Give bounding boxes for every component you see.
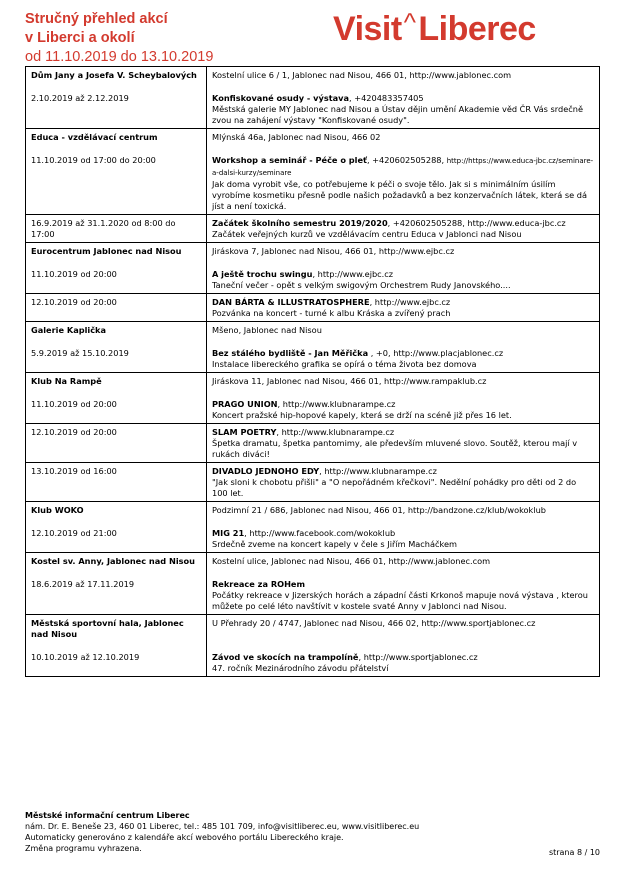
event-contact: , http://www.facebook.com/wokoklub — [244, 528, 396, 538]
event-title: A ještě trochu swingu — [212, 269, 313, 279]
event-contact: , http://www.sportjablonec.cz — [358, 652, 478, 662]
event-row — [26, 215, 600, 243]
event-description: Srdečně zveme na koncert kapely v čele s Jiřím Macháčkem — [212, 539, 457, 549]
event-heading — [212, 579, 594, 590]
event-date: 11.10.2019 od 20:00 — [26, 259, 207, 294]
event-details — [207, 83, 600, 129]
event-heading — [212, 93, 594, 104]
event-contact: , http://www.klubnarampe.cz — [276, 427, 395, 437]
event-description: Počátky rekreace v Jizerských horách a západní části Krkonoš mapuje nová výstava , kterou můžete po celé léto navštívit v kostele svaté Anny v Jablonci nad Nisou. — [212, 590, 588, 611]
venue-name: Educa - vzdělávací centrum — [26, 129, 207, 146]
event-title: Bez stálého bydliště - Jan Měřička — [212, 348, 369, 358]
title-line-2: v Liberci a okolí — [25, 30, 135, 46]
event-contact: , http://www.klubnarampe.cz — [277, 399, 396, 409]
event-row — [26, 518, 600, 553]
event-details — [207, 145, 600, 215]
event-row — [26, 569, 600, 615]
event-contact: , +420483357405 — [349, 93, 424, 103]
venue-name: Klub WOKO — [26, 502, 207, 519]
footer-note-change: Změna programu vyhrazena. — [25, 844, 142, 853]
event-description: Pozvánka na koncert - turné k albu Kráska a zvířený prach — [212, 308, 451, 318]
logo-word-visit: Visit — [333, 10, 402, 48]
footer-note-auto: Automaticky generováno z kalendáře akcí webového portálu Libereckého kraje. — [25, 833, 344, 842]
event-row — [26, 83, 600, 129]
event-date: 12.10.2019 od 21:00 — [26, 518, 207, 553]
footer — [25, 810, 600, 854]
venue-address: Jiráskova 7, Jablonec nad Nisou, 466 01, http://www.ejbc.cz — [207, 243, 600, 260]
event-date: 11.10.2019 od 20:00 — [26, 389, 207, 424]
event-title: DAN BÁRTA & ILLUSTRATOSPHERE — [212, 297, 370, 307]
event-title: Workshop a seminář - Péče o pleť — [212, 155, 367, 165]
event-contact-url: http://https://www.educa-jbc.cz/seminare-a-dalsi-kurzy/seminare — [212, 157, 594, 177]
event-date: 12.10.2019 od 20:00 — [26, 294, 207, 322]
event-row — [26, 145, 600, 215]
event-title: Rekreace za ROHem — [212, 579, 306, 589]
event-description: 47. ročník Mezinárodního závodu přátelství — [212, 663, 389, 673]
venue-address: Mlýnská 46a, Jablonec nad Nisou, 466 02 — [207, 129, 600, 146]
event-date: 10.10.2019 až 12.10.2019 — [26, 642, 207, 677]
venue-address: Jiráskova 11, Jablonec nad Nisou, 466 01, http://www.rampaklub.cz — [207, 373, 600, 390]
venue-name: Klub Na Rampě — [26, 373, 207, 390]
event-title: MIG 21 — [212, 528, 245, 538]
event-date: 13.10.2019 od 16:00 — [26, 463, 207, 502]
event-contact: , +420602505288, — [366, 155, 447, 165]
venue-row — [26, 129, 600, 146]
venue-address: Kostelní ulice 6 / 1, Jablonec nad Nisou, 466 01, http://www.jablonec.com — [207, 67, 600, 84]
event-heading — [212, 427, 594, 438]
event-row — [26, 294, 600, 322]
venue-name: Kostel sv. Anny, Jablonec nad Nisou — [26, 553, 207, 570]
event-heading — [212, 297, 594, 308]
venue-name: Eurocentrum Jablonec nad Nisou — [26, 243, 207, 260]
event-details — [207, 259, 600, 294]
venue-row — [26, 322, 600, 339]
document-title — [25, 10, 325, 67]
event-date: 18.6.2019 až 17.11.2019 — [26, 569, 207, 615]
event-details — [207, 518, 600, 553]
venue-address: Podzimní 21 / 686, Jablonec nad Nisou, 466 01, http://bandzone.cz/klub/wokoklub — [207, 502, 600, 519]
event-contact: , http://www.ejbc.cz — [312, 269, 394, 279]
footer-org: Městské informační centrum Liberec — [25, 811, 190, 820]
venue-address: Mšeno, Jablonec nad Nisou — [207, 322, 600, 339]
event-date: 16.9.2019 až 31.1.2020 od 8:00 do 17:00 — [26, 215, 207, 243]
event-contact: , +420602505288, http://www.educa-jbc.cz — [387, 218, 566, 228]
venue-row — [26, 553, 600, 570]
event-details — [207, 294, 600, 322]
event-description: Instalace libereckého grafika se opírá o téma života bez domova — [212, 359, 477, 369]
venue-name: Městská sportovní hala, Jablonec nad Nisou — [26, 615, 207, 643]
event-details — [207, 338, 600, 373]
title-line-1: Stručný přehled akcí — [25, 11, 168, 27]
footer-address: nám. Dr. E. Beneše 23, 460 01 Liberec, tel.: 485 101 709, info@visitliberec.eu, www.visitliberec.eu — [25, 822, 420, 831]
event-row — [26, 463, 600, 502]
venue-address: Kostelní ulice, Jablonec nad Nisou, 466 01, http://www.jablonec.com — [207, 553, 600, 570]
venue-row — [26, 502, 600, 519]
venue-name: Dům Jany a Josefa V. Scheybalových — [26, 67, 207, 84]
event-heading — [212, 348, 594, 359]
event-details — [207, 215, 600, 243]
venue-row — [26, 373, 600, 390]
event-heading — [212, 155, 594, 179]
page-number: strana 8 / 10 — [548, 848, 600, 857]
event-contact: , +0, http://www.placjablonec.cz — [368, 348, 504, 358]
event-description: "Jak sloni k chobotu přišli" a "O nepořádném křečkovi". Nedělní pohádky pro děti od 2 do 100 let. — [212, 477, 577, 498]
event-details — [207, 642, 600, 677]
event-date: 11.10.2019 od 17:00 do 20:00 — [26, 145, 207, 215]
event-title: SLAM POETRY — [212, 427, 277, 437]
event-heading — [212, 218, 594, 229]
event-title: Závod ve skocích na trampolíně — [212, 652, 359, 662]
event-date: 12.10.2019 od 20:00 — [26, 424, 207, 463]
event-description: Začátek veřejných kurzů ve vzdělávacím centru Educa v Jablonci nad Nisou — [212, 229, 522, 239]
event-description: Špetka dramatu, špetka pantomimy, ale především mluvené slovo. Soutěž, kterou mají v rukách diváci! — [212, 438, 578, 459]
event-contact: , http://www.ejbc.cz — [369, 297, 451, 307]
event-heading — [212, 528, 594, 539]
event-heading — [212, 269, 594, 280]
event-row — [26, 259, 600, 294]
event-description: Městská galerie MY Jablonec nad Nisou a Ústav dějin umění Akademie věd ČR Vás srdečně zvou na zahájení výstavy "Konfiskované osudy". — [212, 104, 583, 125]
venue-name: Galerie Kaplička — [26, 322, 207, 339]
visit-liberec-logo — [333, 6, 603, 52]
event-description: Taneční večer - opět s velkým swigovým Orchestrem Rudy Janovského.... — [212, 280, 511, 290]
date-range: od 11.10.2019 do 13.10.2019 — [25, 49, 214, 65]
event-heading — [212, 466, 594, 477]
event-row — [26, 389, 600, 424]
event-title: Začátek školního semestru 2019/2020 — [212, 218, 388, 228]
event-row — [26, 424, 600, 463]
event-details — [207, 569, 600, 615]
event-details — [207, 389, 600, 424]
event-row — [26, 642, 600, 677]
venue-row — [26, 615, 600, 643]
event-details — [207, 463, 600, 502]
event-date: 2.10.2019 až 2.12.2019 — [26, 83, 207, 129]
event-date: 5.9.2019 až 15.10.2019 — [26, 338, 207, 373]
event-contact: , http://www.klubnarampe.cz — [319, 466, 437, 476]
venue-row — [26, 243, 600, 260]
event-row — [26, 338, 600, 373]
logo-caret: ^ — [403, 7, 416, 37]
event-heading — [212, 652, 594, 663]
event-title: PRAGO UNION — [212, 399, 278, 409]
venue-address: U Přehrady 20 / 4747, Jablonec nad Nisou, 466 02, http://www.sportjablonec.cz — [207, 615, 600, 643]
event-title: Konfiskované osudy - výstava — [212, 93, 350, 103]
events-table — [25, 66, 600, 677]
event-title: DIVADLO JEDNOHO EDY — [212, 466, 320, 476]
event-heading — [212, 399, 594, 410]
event-description: Jak doma vyrobit vše, co potřebujeme k péči o svoje tělo. Jak si s minimálním úsilím vyrobíme kosmetiku přesně podle našich požadavků a bez konzervačních látek, která se dá jíst a není toxická. — [212, 179, 588, 211]
venue-row — [26, 67, 600, 84]
event-description: Koncert pražské hip-hopové kapely, která se drží na scéně již přes 16 let. — [212, 410, 512, 420]
logo-word-liberec: Liberec — [418, 10, 536, 48]
event-details — [207, 424, 600, 463]
